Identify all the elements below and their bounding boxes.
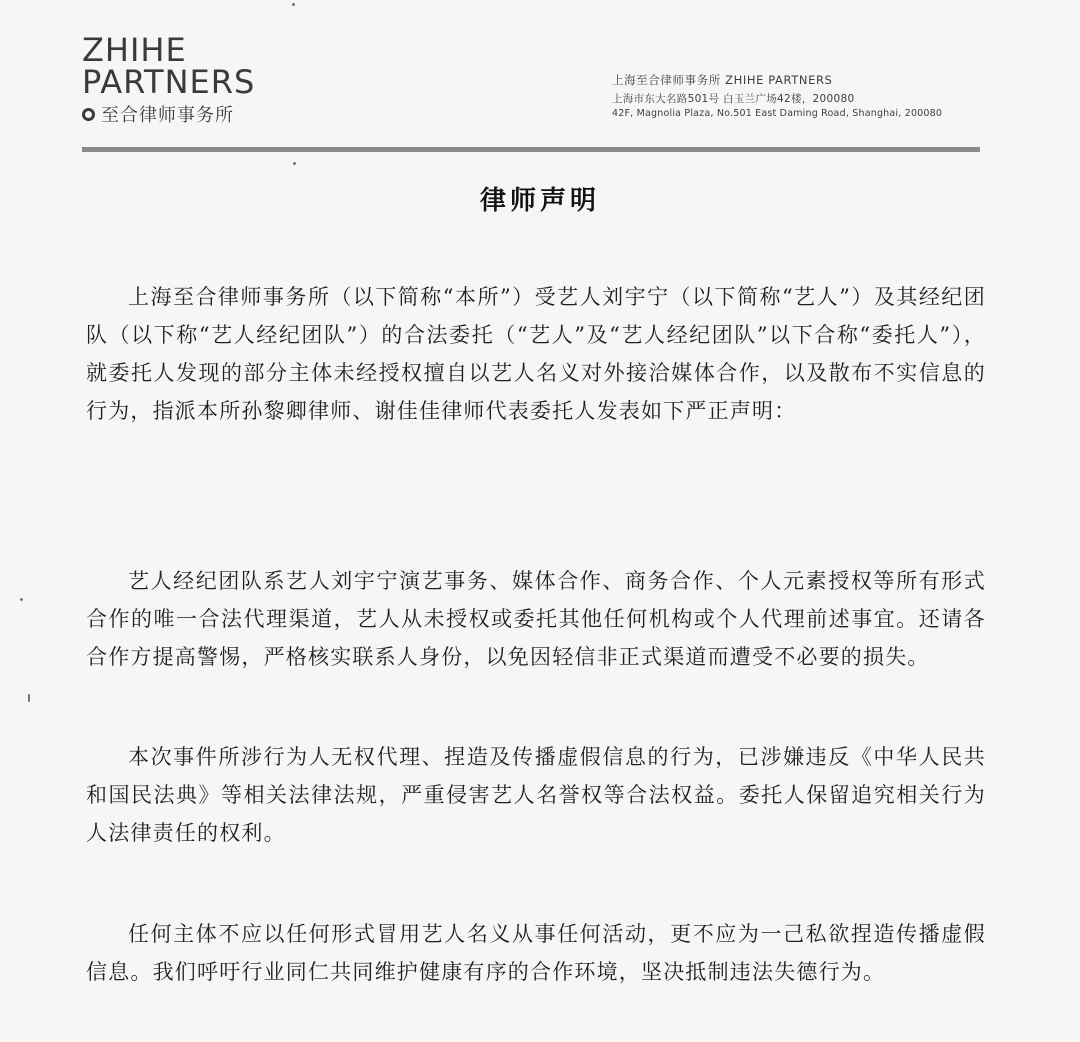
header-divider xyxy=(82,147,980,152)
logo-wordmark-line1: ZHIHE xyxy=(82,31,187,69)
firm-address-en: 42F, Magnolia Plaza, No.501 East Daming Road, Shanghai, 200080 xyxy=(612,108,943,119)
paragraph-violation: 本次事件所涉行为人无权代理、捏造及传播虚假信息的行为，已涉嫌违反《中华人民共和国民法典》等相关法律法规，严重侵害艺人名誉权等合法权益。委托人保留追究相关行为人法律责任的权利。 xyxy=(86,745,986,845)
firm-name: 上海至合律师事务所 ZHIHE PARTNERS xyxy=(612,73,833,87)
letterhead-info xyxy=(612,72,942,121)
firm-logo xyxy=(82,31,282,127)
logo-wordmark-line2: PARTNERS xyxy=(82,63,256,101)
paragraph-intro: 上海至合律师事务所（以下简称“本所”）受艺人刘宇宁（以下简称“艺人”）及其经纪团队（以下称“艺人经纪团队”）的合法委托（“艺人”及“艺人经纪团队”以下合称“委托人”），就委托人发现的部分主体未经授权擅自以艺人名义对外接洽媒体合作，以及散布不实信息的行为，指派本所孙黎卿律师、谢佳佳律师代表委托人发表如下严正声明： xyxy=(86,285,986,423)
document-title: 律师声明 xyxy=(479,186,600,216)
scan-speck xyxy=(293,162,296,165)
logo-cn-row xyxy=(82,101,282,127)
scan-speck xyxy=(292,3,295,6)
logo-cn-name: 至合律师事务所 xyxy=(101,105,234,126)
scan-speck xyxy=(28,694,30,702)
scan-speck xyxy=(20,598,23,601)
paragraph-agency: 艺人经纪团队系艺人刘宇宁演艺事务、媒体合作、商务合作、个人元素授权等所有形式合作的唯一合法代理渠道，艺人从未授权或委托其他任何机构或个人代理前述事宜。还请各合作方提高警惕，严格核实联系人身份，以免因轻信非正式渠道而遭受不必要的损失。 xyxy=(86,569,986,669)
logo-circle-icon xyxy=(82,108,95,121)
firm-address-cn: 上海市东大名路501号 白玉兰广场42楼，200080 xyxy=(612,93,855,105)
paragraph-appeal: 任何主体不应以任何形式冒用艺人名义从事任何活动，更不应为一己私欲捏造传播虚假信息。我们呼吁行业同仁共同维护健康有序的合作环境，坚决抵制违法失德行为。 xyxy=(86,922,986,984)
